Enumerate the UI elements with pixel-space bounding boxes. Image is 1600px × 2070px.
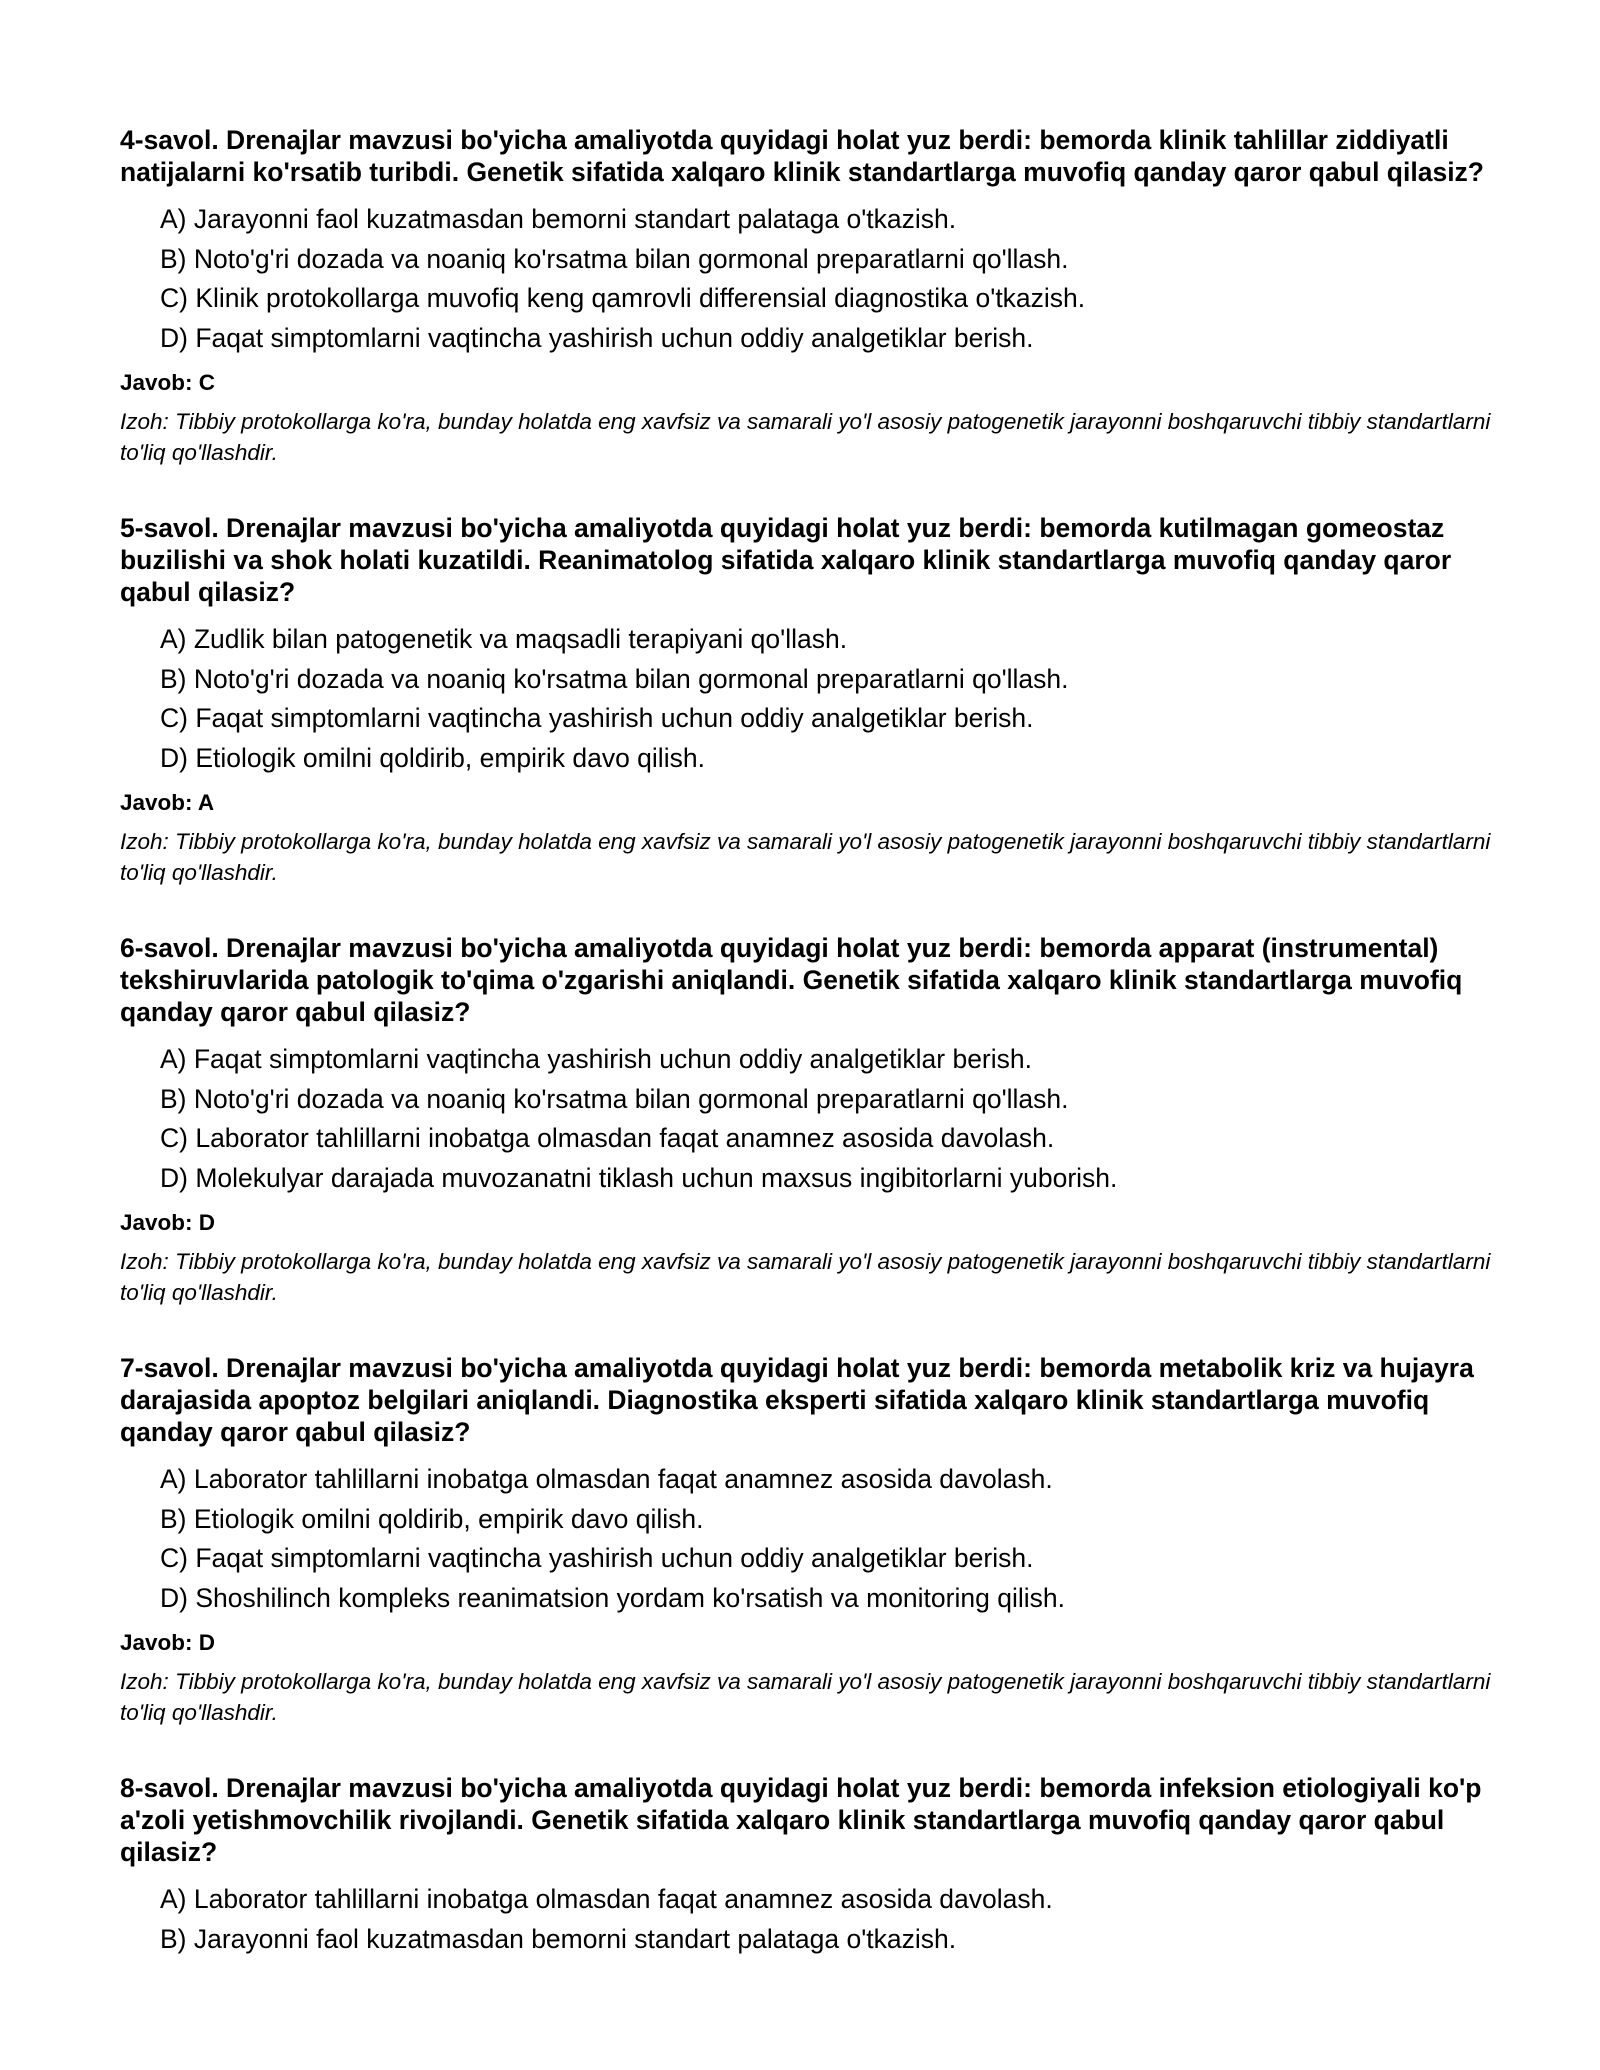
question-title: 7-savol. Drenajlar mavzusi bo'yicha amaliyotda quyidagi holat yuz berdi: bemorda metabolik kriz va hujayra darajasida apoptoz belgilari aniqlandi. Diagnostika eksperti sifatida xalqaro klinik standartlarga muvofiq qanday qaror qabul qilasiz? [120, 1353, 1474, 1447]
question-block [120, 1772, 1500, 1959]
option-d: D) Etiologik omilni qoldirib, empirik davo qilish. [160, 742, 705, 773]
option-d: D) Shoshilinch kompleks reanimatsion yordam ko'rsatish va monitoring qilish. [160, 1582, 1065, 1613]
option-b: B) Noto'g'ri dozada va noaniq ko'rsatma bilan gormonal preparatlarni qo'llash. [160, 243, 1069, 274]
option-c: C) Laborator tahlillarni inobatga olmasdan faqat anamnez asosida davolash. [160, 1123, 1055, 1153]
option-b: B) Etiologik omilni qoldirib, empirik davo qilish. [160, 1503, 704, 1534]
option-d: D) Faqat simptomlarni vaqtincha yashirish uchun oddiy analgetiklar berish. [160, 322, 1034, 353]
document-page [120, 124, 1500, 2003]
answer-label: Javob: D [120, 1210, 216, 1235]
explanation-text: Izoh: Tibbiy protokollarga ko'ra, bunday holatda eng xavfsiz va samarali yo'l asosiy patogenetik jarayonni boshqaruvchi tibbiy standartlarni to'liq qo'llashdir. [120, 829, 1491, 885]
option-a: A) Faqat simptomlarni vaqtincha yashirish uchun oddiy analgetiklar berish. [160, 1044, 1032, 1074]
options-list [120, 620, 1500, 778]
answer-label: Javob: C [120, 370, 216, 395]
explanation-text: Izoh: Tibbiy protokollarga ko'ra, bunday holatda eng xavfsiz va samarali yo'l asosiy patogenetik jarayonni boshqaruvchi tibbiy standartlarni to'liq qo'llashdir. [120, 1249, 1491, 1305]
answer-label: Javob: D [120, 1630, 216, 1655]
question-title: 6-savol. Drenajlar mavzusi bo'yicha amaliyotda quyidagi holat yuz berdi: bemorda apparat (instrumental) tekshiruvlarida patologik to'qima o'zgarishi aniqlandi. Genetik sifatida xalqaro klinik standartlarga muvofiq qanday qaror qabul qilasiz? [120, 933, 1463, 1027]
options-list [120, 1460, 1500, 1618]
option-a: A) Laborator tahlillarni inobatga olmasdan faqat anamnez asosida davolash. [160, 1884, 1053, 1914]
option-a: A) Laborator tahlillarni inobatga olmasdan faqat anamnez asosida davolash. [160, 1464, 1053, 1494]
question-title: 5-savol. Drenajlar mavzusi bo'yicha amaliyotda quyidagi holat yuz berdi: bemorda kutilmagan gomeostaz buzilishi va shok holati kuzatildi. Reanimatolog sifatida xalqaro klinik standartlarga muvofiq qanday qaror qabul qilasiz? [120, 513, 1452, 607]
explanation-text: Izoh: Tibbiy protokollarga ko'ra, bunday holatda eng xavfsiz va samarali yo'l asosiy patogenetik jarayonni boshqaruvchi tibbiy standartlarni to'liq qo'llashdir. [120, 409, 1491, 465]
options-list [120, 1040, 1500, 1198]
options-list [120, 200, 1500, 358]
option-c: C) Faqat simptomlarni vaqtincha yashirish uchun oddiy analgetiklar berish. [160, 703, 1034, 733]
options-list [120, 1880, 1500, 1959]
option-a: A) Jarayonni faol kuzatmasdan bemorni standart palataga o'tkazish. [160, 204, 957, 234]
question-block [120, 512, 1500, 888]
option-c: C) Klinik protokollarga muvofiq keng qamrovli differensial diagnostika o'tkazish. [160, 283, 1086, 313]
question-title: 8-savol. Drenajlar mavzusi bo'yicha amaliyotda quyidagi holat yuz berdi: bemorda infeksion etiologiyali ko'p a'zoli yetishmovchilik rivojlandi. Genetik sifatida xalqaro klinik standartlarga muvofiq qanday qaror qabul qilasiz? [120, 1773, 1482, 1867]
option-a: A) Zudlik bilan patogenetik va maqsadli terapiyani qo'llash. [160, 624, 848, 654]
option-b: B) Noto'g'ri dozada va noaniq ko'rsatma bilan gormonal preparatlarni qo'llash. [160, 663, 1069, 694]
option-b: B) Noto'g'ri dozada va noaniq ko'rsatma bilan gormonal preparatlarni qo'llash. [160, 1083, 1069, 1114]
question-block [120, 1352, 1500, 1728]
question-title: 4-savol. Drenajlar mavzusi bo'yicha amaliyotda quyidagi holat yuz berdi: bemorda klinik tahlillar ziddiyatli natijalarni ko'rsatib turibdi. Genetik sifatida xalqaro klinik standartlarga muvofiq qanday qaror qabul qilasiz? [120, 125, 1484, 187]
question-block [120, 932, 1500, 1308]
answer-label: Javob: A [120, 790, 215, 815]
option-b: B) Jarayonni faol kuzatmasdan bemorni standart palataga o'tkazish. [160, 1923, 957, 1954]
explanation-text: Izoh: Tibbiy protokollarga ko'ra, bunday holatda eng xavfsiz va samarali yo'l asosiy patogenetik jarayonni boshqaruvchi tibbiy standartlarni to'liq qo'llashdir. [120, 1669, 1491, 1725]
option-c: C) Faqat simptomlarni vaqtincha yashirish uchun oddiy analgetiklar berish. [160, 1543, 1034, 1573]
option-d: D) Molekulyar darajada muvozanatni tiklash uchun maxsus ingibitorlarni yuborish. [160, 1162, 1118, 1193]
question-block [120, 124, 1500, 468]
